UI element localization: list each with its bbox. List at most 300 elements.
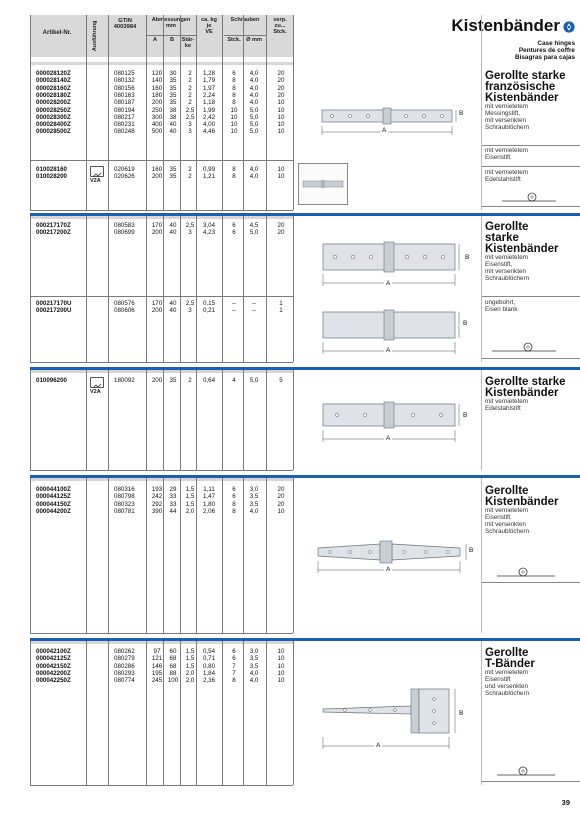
col-stck: Stck. bbox=[227, 37, 241, 43]
v2a-icon bbox=[90, 377, 104, 388]
section2b-note-2: Eisen blank bbox=[485, 306, 518, 313]
cell-n: 10 bbox=[230, 128, 238, 136]
section4-sub-3: mit versenkten bbox=[485, 521, 526, 528]
cell-n: 10 bbox=[230, 106, 238, 114]
cell-d: 4,0 bbox=[249, 99, 259, 107]
cell-d: 4,0 bbox=[249, 677, 259, 685]
verp-line1: verp. bbox=[273, 17, 287, 23]
cell-kg: 1,18 bbox=[202, 99, 216, 107]
verp-line3: Stck. bbox=[273, 28, 287, 35]
cell-st: 1,5 bbox=[185, 486, 195, 493]
cell-b: 68 bbox=[169, 655, 177, 663]
band bbox=[30, 370, 293, 373]
cell-art: 000217170Z bbox=[36, 222, 71, 229]
dim-b-label: B bbox=[469, 547, 474, 554]
cell-st: 2,5 bbox=[185, 106, 195, 114]
section4-title-2: Kistenbänder bbox=[485, 496, 559, 508]
cell-a: 242 bbox=[151, 493, 163, 501]
gtin-code: 4003984 bbox=[113, 24, 137, 31]
section3-sub-2: Edelstahlstift bbox=[485, 405, 521, 412]
cell-gtin: 080583 bbox=[114, 222, 135, 229]
section4-sub-4: Schraublöchern bbox=[485, 528, 530, 535]
cell-n: 10 bbox=[230, 121, 238, 129]
cell-a: 500 bbox=[151, 128, 163, 136]
cell-d: 3,5 bbox=[249, 662, 259, 670]
cell-kg: 1,47 bbox=[202, 493, 216, 501]
cell-n: – bbox=[232, 300, 236, 307]
cell-art: 000217170U bbox=[36, 300, 72, 307]
section1-sub-3: mit versenkten bbox=[485, 117, 526, 124]
kg-line1: ca. kg bbox=[201, 17, 217, 23]
cell-art: 010028160 bbox=[36, 166, 67, 173]
cell-st: 2 bbox=[188, 99, 192, 107]
cell-ve: 10 bbox=[277, 166, 285, 173]
cell-gtin: 080231 bbox=[114, 121, 135, 129]
cell-a: 146 bbox=[151, 662, 163, 670]
dim-a-label: A bbox=[386, 280, 391, 287]
cell-kg: 0,21 bbox=[202, 307, 216, 315]
cell-n: 8 bbox=[232, 500, 236, 508]
cell-kg: 1,11 bbox=[203, 486, 215, 493]
hinge-drawing-v2a bbox=[315, 398, 475, 448]
cell-b: 40 bbox=[169, 229, 177, 237]
section2-title-3: Kistenbänder bbox=[485, 243, 559, 255]
cell-ve: 10 bbox=[277, 113, 285, 121]
cell-ve: 20 bbox=[277, 84, 285, 92]
v2a-label: V2A bbox=[90, 178, 101, 184]
cell-b: 38 bbox=[169, 106, 177, 114]
col-gtin bbox=[110, 18, 140, 30]
cell-b: 35 bbox=[169, 166, 177, 173]
cell-n: 6 bbox=[232, 655, 236, 663]
cell-d: 4,0 bbox=[249, 70, 259, 77]
cell-a: 140 bbox=[151, 77, 163, 85]
cell-st: 3 bbox=[188, 307, 192, 315]
cell-b: 33 bbox=[169, 500, 177, 508]
section1-sub-4: Schraublöchern bbox=[485, 124, 530, 131]
cell-d: 4,5 bbox=[249, 222, 259, 229]
cell-kg: 0,80 bbox=[202, 662, 216, 670]
cell-st: 2,5 bbox=[185, 300, 195, 307]
dim-a-label: A bbox=[376, 742, 381, 749]
cell-gtin: 080187 bbox=[114, 99, 135, 107]
cell-n: 6 bbox=[232, 229, 236, 237]
dim-b-label: B bbox=[459, 110, 464, 117]
cell-kg: 1,28 bbox=[202, 70, 216, 77]
cell-st: 1,5 bbox=[185, 655, 195, 663]
cell-b: 100 bbox=[167, 677, 179, 685]
hinge-drawing-flat bbox=[310, 100, 470, 145]
page-number: 39 bbox=[561, 798, 570, 807]
cell-a: 170 bbox=[151, 222, 163, 229]
cell-gtin: 080323 bbox=[114, 500, 135, 508]
cell-d: 5,0 bbox=[249, 377, 259, 384]
cell-a: 292 bbox=[151, 500, 163, 508]
cell-kg: 4,00 bbox=[202, 121, 216, 129]
section3-sub-1: mit vernietetem bbox=[485, 398, 529, 405]
cell-ve: 10 bbox=[277, 677, 285, 685]
dim-b-label: B bbox=[459, 710, 464, 717]
cell-b: 68 bbox=[169, 662, 177, 670]
cell-d: 5,0 bbox=[249, 121, 259, 129]
cell-b: 30 bbox=[169, 70, 177, 77]
section4-sub-1: mit vernietetem bbox=[485, 507, 529, 514]
cell-n: 7 bbox=[232, 662, 236, 670]
roll-profile-icon bbox=[500, 190, 560, 204]
title-translation-es: Bisagras para cajas bbox=[514, 54, 575, 61]
section2-sub-2: Eisenstift, bbox=[485, 261, 513, 268]
cell-a: 160 bbox=[151, 166, 163, 173]
cell-n: 8 bbox=[232, 91, 236, 99]
cell-st: 2 bbox=[188, 77, 192, 85]
cell-st: 1,5 bbox=[185, 500, 195, 508]
cell-art: 000042100Z bbox=[36, 648, 71, 655]
cell-art: 000044200Z bbox=[36, 507, 71, 515]
cell-gtin: 080576 bbox=[114, 300, 135, 307]
cell-b: 35 bbox=[169, 377, 177, 384]
cell-ve: 20 bbox=[277, 229, 285, 237]
page-title: Kistenbänder bbox=[451, 16, 560, 35]
cell-gtin: 080606 bbox=[114, 307, 135, 315]
dim-a-label: A bbox=[386, 347, 391, 354]
col-dia: Ø mm bbox=[246, 37, 262, 43]
cell-n: – bbox=[232, 307, 236, 315]
cell-d: 5,0 bbox=[249, 128, 259, 136]
cell-st: 2 bbox=[188, 70, 192, 77]
cell-ve: 10 bbox=[277, 648, 285, 655]
cell-art: 000217200Z bbox=[36, 229, 71, 237]
cell-d: 4,0 bbox=[249, 84, 259, 92]
cell-a: 121 bbox=[151, 655, 163, 663]
cell-ve: 20 bbox=[277, 500, 285, 508]
section1-note-2: Eisenstift bbox=[485, 154, 511, 161]
cell-kg: 1,99 bbox=[202, 106, 216, 114]
cell-a: 97 bbox=[153, 648, 161, 655]
v2a-label: V2A bbox=[90, 389, 101, 395]
v2a-icon bbox=[90, 166, 104, 177]
cell-b: 44 bbox=[169, 507, 177, 515]
cell-art: 000028160Z bbox=[36, 84, 71, 92]
cell-st: 1,5 bbox=[185, 648, 195, 655]
cell-art: 000044150Z bbox=[36, 500, 71, 508]
cell-b: 40 bbox=[169, 307, 177, 315]
cell-b: 40 bbox=[169, 222, 177, 229]
section1-title-3: Kistenbänder bbox=[485, 92, 559, 104]
cell-art: 000044100Z bbox=[36, 486, 71, 493]
cell-art: 000028400Z bbox=[36, 121, 71, 129]
cell-ve: 10 bbox=[277, 507, 285, 515]
cell-st: 1,5 bbox=[185, 493, 195, 501]
cell-n: 8 bbox=[232, 677, 236, 685]
cell-ve: 10 bbox=[277, 662, 285, 670]
cell-kg: 0,64 bbox=[202, 377, 216, 384]
cell-ve: 20 bbox=[277, 91, 285, 99]
cell-gtin: 080248 bbox=[114, 128, 135, 136]
cell-d: 3,0 bbox=[249, 486, 259, 493]
cell-a: 180 bbox=[151, 91, 163, 99]
title-translation-fr: Pentures de coffre bbox=[518, 47, 575, 54]
section4-title-1: Gerollte bbox=[485, 485, 529, 497]
cell-d: 3,0 bbox=[249, 648, 259, 655]
cell-kg: 1,79 bbox=[202, 77, 216, 85]
cell-gtin: 080125 bbox=[114, 70, 135, 77]
cell-art: 000044125Z bbox=[36, 493, 71, 501]
cell-st: 2 bbox=[188, 84, 192, 92]
cell-a: 300 bbox=[151, 113, 163, 121]
cell-st: 2 bbox=[188, 91, 192, 99]
cell-kg: 2,24 bbox=[202, 91, 216, 99]
section2b-note-1: ungebohrt, bbox=[485, 299, 516, 306]
cell-d: 3,5 bbox=[249, 655, 259, 663]
cell-art: 000028200Z bbox=[36, 99, 71, 107]
hinge-photo-small bbox=[298, 163, 348, 205]
cell-art: 000028300Z bbox=[36, 113, 71, 121]
section5-sub-4: Schraublöchern bbox=[485, 690, 530, 697]
cell-ve: 5 bbox=[279, 377, 283, 384]
cell-kg: 2,06 bbox=[202, 507, 216, 515]
cell-art: 010028200 bbox=[36, 173, 67, 181]
section5-sub-2: Eisenstift bbox=[485, 676, 511, 683]
cell-ve: 10 bbox=[277, 655, 285, 663]
cell-kg: 0,71 bbox=[202, 655, 216, 663]
section1-note-1: mit vernietetem bbox=[485, 147, 529, 154]
dim-a-label: A bbox=[382, 127, 387, 134]
cell-st: 3 bbox=[188, 229, 192, 237]
title-translation-en: Case hinges bbox=[537, 40, 575, 47]
hinge-drawing-strap bbox=[310, 535, 480, 580]
cell-gtin: 020619 bbox=[114, 166, 135, 173]
mm-label: mm bbox=[166, 22, 176, 29]
col-ausfuehrung: Ausführung bbox=[92, 20, 99, 52]
cell-kg: 4,23 bbox=[202, 229, 216, 237]
band bbox=[30, 641, 293, 644]
cell-gtin: 080217 bbox=[114, 113, 135, 121]
cell-ve: 1 bbox=[279, 300, 283, 307]
cell-b: 88 bbox=[169, 669, 177, 677]
cell-a: 170 bbox=[151, 300, 163, 307]
section1-sub-2: Messingstift, bbox=[485, 110, 520, 117]
abmessungen-label: Abmessungen bbox=[151, 17, 191, 23]
cell-a: 200 bbox=[151, 307, 163, 315]
cell-kg: 1,97 bbox=[202, 84, 216, 92]
cell-kg: 4,46 bbox=[202, 128, 216, 136]
cell-gtin: 080279 bbox=[114, 655, 135, 663]
gtin-label: GTIN bbox=[118, 18, 132, 24]
cell-st: 2,0 bbox=[185, 669, 195, 677]
cell-n: 4 bbox=[232, 377, 236, 384]
col-kg bbox=[197, 18, 221, 36]
cell-st: 2,5 bbox=[185, 113, 195, 121]
cell-n: 6 bbox=[232, 648, 236, 655]
dim-b-label: B bbox=[463, 320, 468, 327]
cell-a: 200 bbox=[151, 99, 163, 107]
cell-d: 5,0 bbox=[249, 229, 259, 237]
roll-profile-icon bbox=[490, 340, 560, 354]
cell-ve: 1 bbox=[279, 307, 283, 315]
cell-d: 4,0 bbox=[249, 173, 259, 181]
cell-art: 000028500Z bbox=[36, 128, 71, 136]
cell-b: 40 bbox=[169, 121, 177, 129]
col-artikel: Artikel-Nr. bbox=[42, 30, 72, 36]
cell-kg: 2,36 bbox=[202, 677, 216, 685]
cell-art: 010096200 bbox=[36, 377, 67, 384]
cell-art: 000028140Z bbox=[36, 77, 71, 85]
cell-d: 4,0 bbox=[249, 669, 259, 677]
cell-gtin: 080293 bbox=[114, 669, 135, 677]
cell-gtin: 080781 bbox=[114, 507, 135, 515]
cell-gtin: 080262 bbox=[114, 648, 135, 655]
cell-n: 6 bbox=[232, 70, 236, 77]
section1b-note-1: mit vernietetem bbox=[485, 169, 529, 176]
section5-sub-1: mit vernietetem bbox=[485, 669, 529, 676]
cell-art: 000042150Z bbox=[36, 662, 71, 670]
cell-a: 200 bbox=[151, 173, 163, 181]
cell-d: – bbox=[252, 307, 256, 315]
cell-b: 35 bbox=[169, 84, 177, 92]
cell-b: 35 bbox=[169, 91, 177, 99]
dim-b-label: B bbox=[465, 254, 470, 261]
cell-gtin: 080132 bbox=[114, 77, 135, 85]
hinge-drawing-wide bbox=[315, 236, 475, 291]
cell-b: 35 bbox=[169, 77, 177, 85]
cell-gtin: 080316 bbox=[114, 486, 135, 493]
col-abmessungen bbox=[146, 18, 196, 30]
cell-n: 6 bbox=[232, 486, 236, 493]
cell-ve: 10 bbox=[277, 669, 285, 677]
cell-gtin: 080156 bbox=[114, 84, 135, 92]
cell-kg: 0,54 bbox=[202, 648, 216, 655]
col-b: B bbox=[169, 37, 175, 43]
hinge-drawing-plain bbox=[315, 306, 475, 358]
cell-gtin: 080194 bbox=[114, 106, 135, 114]
section3-title-1: Gerollte starke bbox=[485, 376, 566, 388]
cell-a: 195 bbox=[151, 669, 163, 677]
cell-n: 8 bbox=[232, 166, 236, 173]
section1-title-2: französische bbox=[485, 81, 556, 93]
cell-a: 245 bbox=[151, 677, 163, 685]
cell-kg: 2,42 bbox=[202, 113, 216, 121]
col-staerke: Stär-ke bbox=[181, 37, 195, 49]
cell-d: 4,0 bbox=[249, 507, 259, 515]
section5-title-2: T-Bänder bbox=[485, 658, 535, 670]
cell-ve: 10 bbox=[277, 99, 285, 107]
cell-n: 6 bbox=[232, 493, 236, 501]
band bbox=[30, 478, 293, 481]
cell-ve: 20 bbox=[277, 486, 285, 493]
cell-ve: 10 bbox=[277, 128, 285, 136]
band bbox=[30, 216, 293, 219]
cell-art: 000028250Z bbox=[36, 106, 71, 114]
cell-b: 29 bbox=[169, 486, 177, 493]
section2-title-2: starke bbox=[485, 232, 519, 244]
cell-n: 8 bbox=[232, 77, 236, 85]
cell-ve: 10 bbox=[277, 106, 285, 114]
cell-art: 000042125Z bbox=[36, 655, 71, 663]
kg-line2: je bbox=[206, 22, 212, 29]
t-hinge-drawing bbox=[315, 685, 475, 755]
section1b-note-2: Edelstahlstift bbox=[485, 176, 521, 183]
cell-ve: 20 bbox=[277, 70, 285, 77]
cell-b: 38 bbox=[169, 113, 177, 121]
cell-kg: 1,84 bbox=[202, 669, 216, 677]
section3-title-2: Kistenbänder bbox=[485, 387, 559, 399]
cell-kg: 0,15 bbox=[202, 300, 216, 307]
cell-d: – bbox=[252, 300, 256, 307]
cell-a: 193 bbox=[151, 486, 163, 493]
cell-n: 8 bbox=[232, 99, 236, 107]
cell-art: 000042250Z bbox=[36, 677, 71, 685]
cell-gtin: 180092 bbox=[114, 377, 135, 384]
cell-n: 6 bbox=[232, 222, 236, 229]
cell-gtin: 080774 bbox=[114, 677, 135, 685]
cell-d: 4,0 bbox=[249, 77, 259, 85]
verp-line2: zu... bbox=[274, 22, 286, 29]
cell-ve: 10 bbox=[277, 173, 285, 181]
band bbox=[30, 62, 293, 65]
cell-st: 3 bbox=[188, 128, 192, 136]
brand-icon bbox=[563, 20, 575, 32]
cell-kg: 3,04 bbox=[202, 222, 216, 229]
cell-ve: 10 bbox=[277, 121, 285, 129]
cell-gtin: 080699 bbox=[114, 229, 135, 237]
col-a: A bbox=[152, 37, 158, 43]
cell-art: 000028180Z bbox=[36, 91, 71, 99]
cell-art: 000028120Z bbox=[36, 70, 71, 77]
section2-sub-3: mit versenkten bbox=[485, 268, 526, 275]
roll-profile-icon bbox=[495, 565, 560, 579]
cell-b: 40 bbox=[169, 300, 177, 307]
section5-title-1: Gerollte bbox=[485, 647, 529, 659]
cell-a: 390 bbox=[151, 507, 163, 515]
cell-st: 2,5 bbox=[185, 222, 195, 229]
cell-n: 8 bbox=[232, 84, 236, 92]
cell-gtin: 080798 bbox=[114, 493, 135, 501]
cell-d: 5,0 bbox=[249, 113, 259, 121]
cell-gtin: 020626 bbox=[114, 173, 135, 181]
cell-a: 200 bbox=[151, 377, 163, 384]
cell-d: 4,0 bbox=[249, 91, 259, 99]
cell-a: 120 bbox=[151, 70, 163, 77]
section1-sub-1: mit vernietetem bbox=[485, 103, 529, 110]
cell-kg: 1,80 bbox=[202, 500, 216, 508]
section2-title-1: Gerollte bbox=[485, 221, 529, 233]
cell-ve: 20 bbox=[277, 77, 285, 85]
cell-ve: 20 bbox=[277, 222, 285, 229]
cell-a: 400 bbox=[151, 121, 163, 129]
cell-n: 10 bbox=[230, 113, 238, 121]
cell-b: 40 bbox=[169, 128, 177, 136]
cell-st: 2,0 bbox=[185, 507, 195, 515]
cell-n: 8 bbox=[232, 173, 236, 181]
dim-a-label: A bbox=[386, 566, 391, 573]
dim-b-label: B bbox=[463, 412, 468, 419]
cell-a: 200 bbox=[151, 229, 163, 237]
cell-d: 4,0 bbox=[249, 166, 259, 173]
cell-n: 7 bbox=[232, 669, 236, 677]
cell-b: 35 bbox=[169, 173, 177, 181]
col-verp bbox=[268, 18, 292, 36]
cell-kg: 0,99 bbox=[202, 166, 216, 173]
cell-a: 250 bbox=[151, 106, 163, 114]
roll-profile-icon bbox=[495, 764, 560, 778]
dim-a-label: A bbox=[386, 435, 391, 442]
cell-b: 60 bbox=[169, 648, 177, 655]
cell-st: 2 bbox=[188, 173, 192, 181]
section2-sub-4: Schraublöchern bbox=[485, 275, 530, 282]
cell-d: 3,5 bbox=[249, 493, 259, 501]
cell-d: 3,5 bbox=[249, 500, 259, 508]
section5-sub-3: und versenkten bbox=[485, 683, 529, 690]
